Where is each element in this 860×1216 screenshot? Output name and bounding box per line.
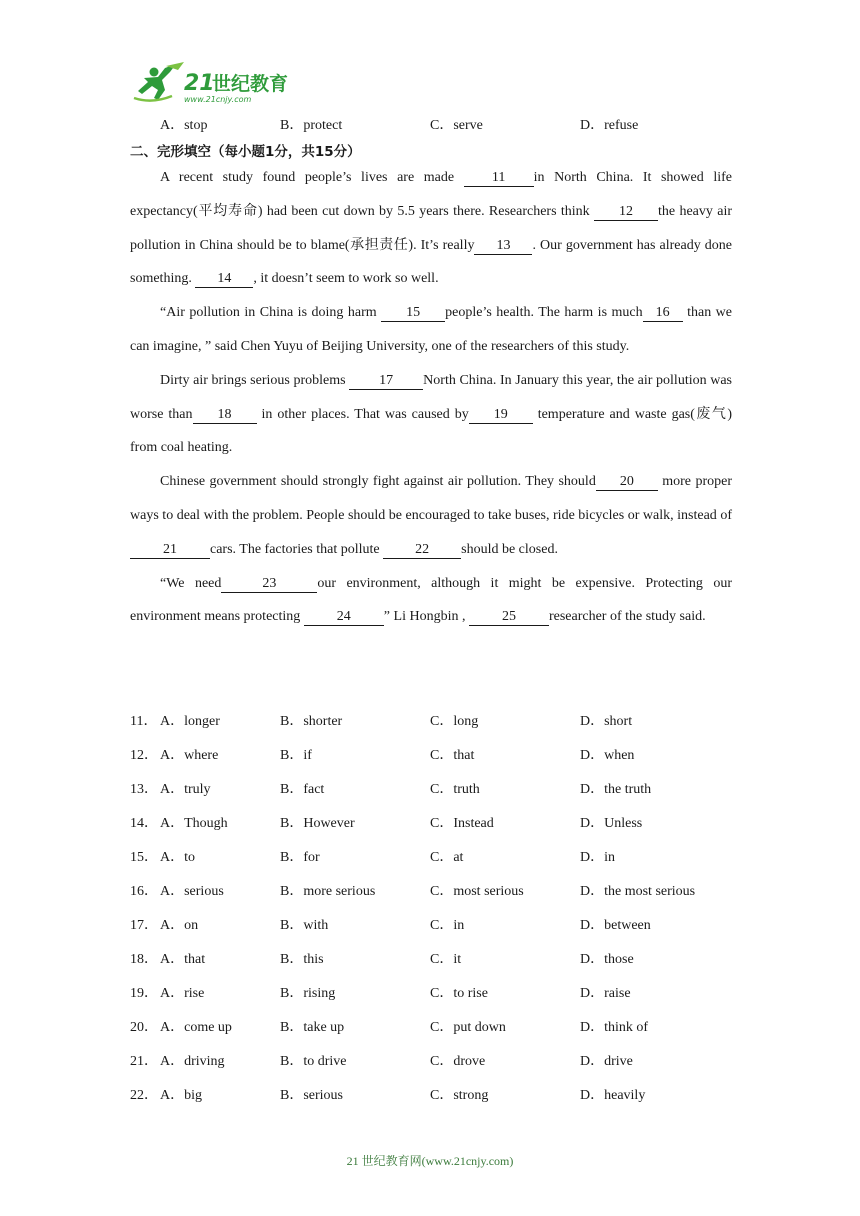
option-a: A．Though [160,816,228,831]
question-number: 19． [130,986,158,1001]
text-span: North China. In January this year, the air pollution was worse than [130,372,732,422]
text-span: should be closed. [461,541,558,557]
text-span: temperature and waste gas(废气) from coal heating. [130,406,732,456]
option-c: C．truth [430,782,480,797]
question-row [130,1084,732,1104]
option-a: A．big [160,1088,202,1103]
paragraph-4 [130,465,732,566]
option-a: A．longer [160,714,220,729]
question-row [130,812,732,832]
option-d: D．refuse [580,118,639,133]
previous-question-options [130,114,732,134]
blank-16: 16 [643,305,683,322]
option-c: C．that [430,748,475,763]
blank-18: 18 [193,407,257,424]
text-span: , it doesn’t seem to work so well. [253,271,439,287]
option-a: A．truly [160,782,211,797]
option-c: C．most serious [430,884,524,899]
option-c: C．put down [430,1020,506,1035]
text-span: people’s health. The harm is much [445,305,643,321]
text-span: the heavy air pollution in China should be to blame(承担责任). It’s really [130,203,732,253]
option-d: D．heavily [580,1088,646,1103]
option-c: C．Instead [430,816,494,831]
option-d: D．the most serious [580,884,696,899]
option-d: D．drive [580,1054,633,1069]
text-span: Dirty air brings serious problems [160,372,350,388]
option-b: B．take up [280,1020,345,1035]
section-title: 二、完形填空（每小题1分，共15分） [130,144,361,160]
question-number: 14． [130,816,158,831]
cloze-passage [130,161,732,634]
text-span: our environment, although it might be expensive. Protecting our environment means protecting [130,575,732,625]
paragraph-2 [130,296,732,364]
option-c: C．serve [430,118,483,133]
option-b: B．more serious [280,884,376,899]
site-logo [132,60,302,108]
option-a: A．stop [160,118,208,133]
text-span: in North China. It showed life expectancy(平均寿命) had been cut down by 5.5 years there. Researchers think [130,170,732,219]
option-c: C．in [430,918,465,933]
question-number: 20． [130,1020,158,1035]
option-b: B．if [280,748,312,763]
option-c: C．at [430,850,464,865]
page-footer: 21 世纪教育网(www.21cnjy.com) [346,1154,514,1168]
option-d: D．between [580,918,651,933]
option-a: A．serious [160,884,224,899]
text-span: ” Li Hongbin , [383,609,469,625]
option-d: D．when [580,748,635,763]
question-row [130,1016,732,1036]
blank-14: 14 [195,271,253,288]
paragraph-3 [130,364,732,465]
blank-24: 24 [304,609,384,626]
question-number: 18． [130,952,158,967]
paragraph-5 [130,567,732,635]
option-b: B．to drive [280,1054,347,1069]
option-d: D．the truth [580,782,652,797]
option-b: B．shorter [280,714,343,729]
option-b: B．this [280,952,324,967]
option-a: A．to [160,850,195,865]
question-row [130,914,732,934]
question-number: 12． [130,748,158,763]
text-span: “Air pollution in China is doing harm [160,305,382,321]
question-number: 22． [130,1088,158,1103]
question-row [130,846,732,866]
option-b: B．for [280,850,320,865]
option-a: A．on [160,918,199,933]
option-c: C．to rise [430,986,488,1001]
blank-22: 22 [383,542,461,559]
question-number: 13． [130,782,158,797]
question-row [130,744,732,764]
blank-17: 17 [349,373,423,390]
option-b: B．serious [280,1088,343,1103]
text-span: “We need [160,575,222,591]
question-row [130,778,732,798]
blank-11: 11 [464,170,534,187]
text-span: Chinese government should strongly fight against air pollution. They should [160,474,596,490]
option-d: D．raise [580,986,631,1001]
blank-13: 13 [474,238,532,255]
svg-text:21: 21 [184,71,215,96]
question-row [130,948,732,968]
text-span: more proper ways to deal with the problem. People should be encouraged to take buses, ride bicycles or walk, instead of [130,474,732,523]
svg-text:www.21cnjy.com: www.21cnjy.com [184,95,252,104]
option-d: D．short [580,714,633,729]
option-d: D．those [580,952,634,967]
option-b: B．rising [280,986,336,1001]
option-a: A．where [160,748,219,763]
option-b: B．protect [280,118,343,133]
option-a: A．driving [160,1054,225,1069]
option-d: D．think of [580,1020,649,1035]
question-row [130,880,732,900]
blank-19: 19 [469,407,533,424]
option-c: C．strong [430,1088,489,1103]
option-d: D．in [580,850,615,865]
svg-text:世纪教育: 世纪教育 [212,73,289,95]
option-d: D．Unless [580,816,643,831]
option-b: B．fact [280,782,325,797]
option-b: B．However [280,816,355,831]
option-a: A．come up [160,1020,232,1035]
blank-23: 23 [221,576,317,593]
paragraph-1 [130,161,732,296]
question-row [130,710,732,730]
question-row [130,982,732,1002]
option-a: A．rise [160,986,205,1001]
text-span: . Our government has already done something. [130,237,733,287]
blank-20: 20 [596,474,658,491]
question-number: 17． [130,918,158,933]
option-c: C．long [430,714,479,729]
text-span: cars. The factories that pollute [210,541,384,557]
blank-12: 12 [594,204,658,221]
option-c: C．it [430,952,462,967]
blank-15: 15 [381,305,445,322]
blank-25: 25 [469,609,549,626]
question-number: 11． [130,714,158,729]
question-number: 16． [130,884,158,899]
text-span: in other places. That was caused by [256,406,469,422]
question-number: 21． [130,1054,158,1069]
option-b: B．with [280,918,329,933]
logo-runner-icon [132,60,302,108]
question-row [130,1050,732,1070]
option-a: A．that [160,952,206,967]
option-c: C．drove [430,1054,486,1069]
text-span: than we can imagine, ” said Chen Yuyu of Beijing University, one of the researchers of this study. [130,305,732,354]
text-span: researcher of the study said. [548,609,706,625]
blank-21: 21 [130,542,210,559]
question-number: 15． [130,850,158,865]
text-span: A recent study found people’s lives are made [160,170,464,185]
